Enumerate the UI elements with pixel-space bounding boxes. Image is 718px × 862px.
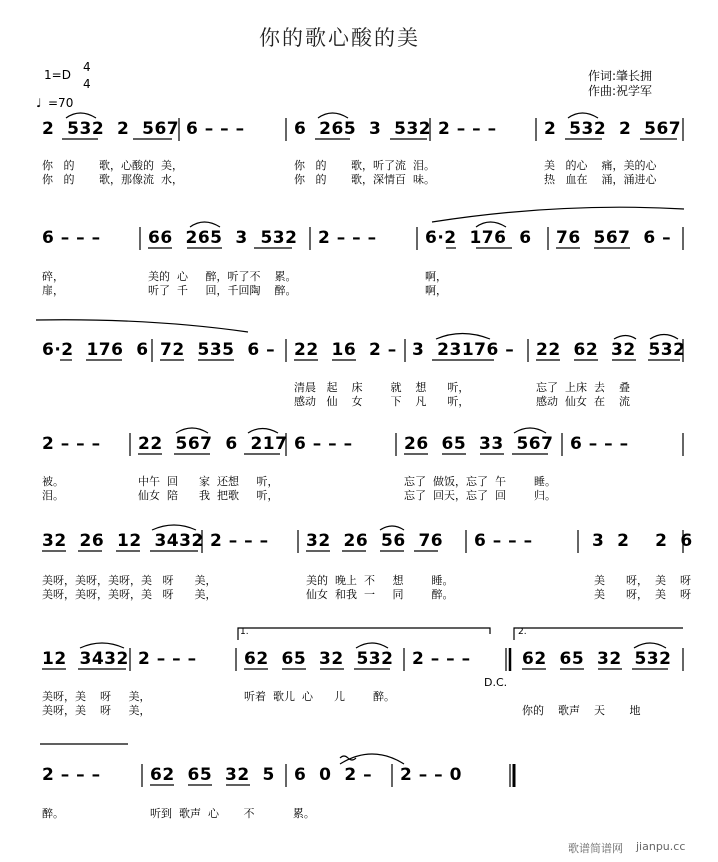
lyric-line: 啊， (425, 284, 447, 297)
lyric-line: 美 的心 痛，美的心 (544, 159, 657, 172)
measure: 2 532 2 567 (544, 119, 682, 139)
lyric-line: 热 血在 涌，涌进心 (544, 173, 657, 186)
lyric-line: 你 的 歌，深情百 味。 (294, 173, 435, 186)
measure: 2 – – – (412, 649, 471, 669)
measure: 22 567 6 217 (138, 434, 288, 454)
lyric-line: 啊， (425, 270, 447, 283)
measure: 22 16 2 – (294, 340, 397, 360)
slur (176, 428, 208, 433)
lyric-line: 听到 歌声 心 不 累。 (150, 807, 315, 820)
measure: 6 0 2 – (294, 765, 373, 785)
slur (514, 428, 546, 433)
measure: 2 – – – (210, 531, 269, 551)
measure: 2 – – – (438, 119, 497, 139)
slur (190, 222, 220, 227)
lyric-line: 醉。 (42, 807, 64, 820)
slur (568, 113, 598, 118)
slur (380, 526, 404, 530)
lyric-line: 美的 心 醉，听了不 累。 (148, 270, 297, 283)
measure: 2 – – – (42, 765, 101, 785)
slur (80, 643, 124, 648)
lyric-line: 听了 千 回，千回陶 醉。 (148, 284, 297, 297)
site-watermark-url: jianpu.cc (636, 840, 686, 853)
slur (614, 336, 636, 340)
slur (650, 335, 678, 340)
lyric-line: 美呀，美呀，美呀，美 呀 美， (42, 588, 217, 601)
measure: 2 – – 0 (400, 765, 462, 785)
lyric-line: 你 的 歌，那像流 水， (42, 173, 183, 186)
lyricist-credit: 作词:肇长拥 (588, 69, 653, 83)
measure: 62 65 32 532 (244, 649, 394, 669)
measure: 6 – – – (294, 434, 353, 454)
lyric-line: 扉， (42, 284, 64, 297)
slur (476, 222, 506, 227)
song-title: 你的歌心酸的美 (259, 26, 420, 50)
tempo-note-icon: ♩ (36, 96, 42, 110)
lyric-line: 被。 (42, 475, 64, 488)
lyric-line: 美 呀， 美 呀 (594, 574, 691, 587)
tempo-marking: =70 (48, 96, 74, 110)
lyric-line: 中午 回 家 还想 听， (138, 475, 279, 488)
slur (318, 113, 348, 118)
measure: 6·2 176 6 (425, 228, 532, 248)
measure: 2 – – – (42, 434, 101, 454)
measure: 6 265 3 532 (294, 119, 432, 139)
lyric-line: 泪。 (42, 489, 64, 502)
da-capo-marking: D.C. (484, 676, 508, 689)
lyric-line: 美的 晚上 不 想 睡。 (306, 574, 454, 587)
lyric-line: 感动 仙 女 下 凡 听， (294, 395, 470, 408)
measure: 12 3432 (42, 649, 129, 669)
lyric-line: 听着 歌儿 心 儿 醉。 (244, 690, 395, 703)
lyric-line: 你 的 歌，听了流 泪。 (294, 159, 435, 172)
measure: 76 567 6 – (556, 228, 672, 248)
measure: 6 – – – (570, 434, 629, 454)
slur (356, 643, 388, 648)
measure: 72 535 6 – (160, 340, 276, 360)
slur (436, 334, 490, 340)
lyric-line: 美呀，美 呀 美， (42, 690, 151, 703)
second-ending-bracket (514, 628, 683, 640)
slur (634, 643, 666, 648)
measure: 6 – – – (474, 531, 533, 551)
time-signature-bottom: 4 (83, 77, 91, 91)
key-signature: 1=D (44, 68, 71, 82)
phrase-slur (36, 320, 248, 332)
slur (248, 429, 278, 434)
measure: 62 65 32 5 (150, 765, 275, 785)
lyric-line: 忘了 回天，忘了 回 归。 (404, 489, 556, 502)
lyric-line: 仙女 和我 一 同 醉。 (306, 588, 454, 601)
measure: 32 26 12 3432 (42, 531, 204, 551)
lyric-line: 忘了 上床 去 叠 (536, 381, 630, 394)
measure: 3 2 2 6 (592, 531, 693, 551)
measure: 6 – – – (42, 228, 101, 248)
second-ending-label: 2. (518, 627, 527, 637)
time-signature-top: 4 (83, 60, 91, 74)
lyric-line: 你的 歌声 天 地 (522, 704, 641, 717)
slur (152, 525, 196, 530)
measure: 32 26 56 76 (306, 531, 444, 551)
measure: 66 265 3 532 (148, 228, 298, 248)
measure: 6 – – – (186, 119, 245, 139)
measure: 2 – – – (138, 649, 197, 669)
lyric-line: 你 的 歌，心酸的 美， (42, 159, 183, 172)
lyric-line: 仙女 陪 我 把歌 听， (138, 489, 279, 502)
measure: 2 532 2 567 (42, 119, 180, 139)
lyric-line: 美呀，美 呀 美， (42, 704, 151, 717)
measure: 26 65 33 567 (404, 434, 554, 454)
site-watermark: 歌谱简谱网 (568, 842, 623, 855)
measure: 6·2 176 6 (42, 340, 149, 360)
measure: 62 65 32 532 (522, 649, 672, 669)
phrase-slur (432, 207, 684, 222)
measure: 3 23176 – (412, 340, 515, 360)
lyric-line: 美 呀， 美 呀 (594, 588, 691, 601)
first-ending-label: 1. (240, 627, 249, 637)
slur (66, 113, 96, 118)
lyric-line: 忘了 做饭，忘了 午 睡。 (404, 475, 556, 488)
composer-credit: 作曲:祝学军 (588, 84, 653, 98)
lyric-line: 美呀，美呀，美呀，美 呀 美， (42, 574, 217, 587)
measure: 22 62 32 532 (536, 340, 686, 360)
first-ending-bracket (238, 628, 490, 640)
lyric-line: 清晨 起 床 就 想 听， (294, 381, 470, 394)
measure: 2 – – – (318, 228, 377, 248)
lyric-line: 感动 仙女 在 流 (536, 395, 630, 408)
lyric-line: 碎， (42, 270, 64, 283)
